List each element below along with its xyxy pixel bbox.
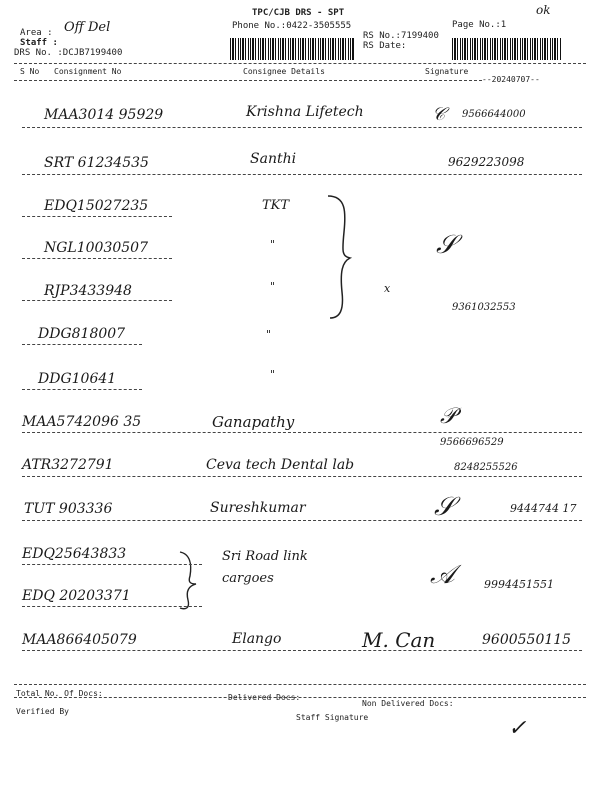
row-10-signature: 9444744 17: [510, 502, 577, 515]
footer-divider-top: [14, 684, 586, 685]
row-8-signature: 9566696529: [440, 437, 504, 448]
rs-no-value: 7199400: [400, 31, 439, 41]
rs-no-label: RS No.:: [363, 31, 401, 41]
row-rule: [22, 127, 582, 128]
row-1-consignment: MAA3014 95929: [44, 107, 164, 123]
row-10-sign-scribble: 𝒮: [434, 492, 455, 522]
drs-label: DRS No. :: [14, 48, 63, 58]
verified-by-label: Verified By: [16, 707, 69, 716]
row-13-sign-scribble: M. Can: [362, 628, 436, 652]
row-5-consignment: RJP3433948: [44, 283, 132, 299]
row-4-consignment: NGL10030507: [44, 240, 148, 256]
row-13-consignee: Elango: [232, 631, 282, 647]
area-label: Area :: [20, 28, 53, 38]
row-2-signature: 9629223098: [448, 155, 525, 169]
report-title: TPC/CJB DRS - SPT: [252, 8, 345, 18]
row-13-signature: 9600550115: [482, 632, 572, 648]
column-divider: [14, 80, 482, 81]
row-rule: [22, 216, 172, 217]
drs-number: DCJB7199400: [62, 48, 123, 58]
rs-number: [363, 31, 439, 41]
area-handwritten: Off Del: [64, 20, 111, 35]
row-rule: [22, 564, 202, 565]
rows-3-7-sign-scribble: 𝒮: [436, 230, 457, 260]
row-3-consignee: TKT: [262, 198, 290, 213]
staff-label: Staff :: [20, 38, 58, 48]
col-consignee: Consignee Details: [243, 67, 325, 76]
row-1-consignee: Krishna Lifetech: [246, 104, 364, 120]
area-line: [20, 28, 53, 38]
row-rule: [22, 650, 582, 651]
row-9-consignee: Ceva tech Dental lab: [206, 457, 355, 473]
row-5-consignee: ": [270, 280, 276, 293]
page-number: [452, 20, 506, 30]
page-label: Page No.:: [452, 20, 501, 30]
non-delivered-docs-label: Non Delivered Docs:: [362, 699, 454, 708]
row-7-consignee: ": [270, 368, 276, 381]
row-5-signature: 9361032553: [452, 302, 516, 313]
phone-number: 0422-3505555: [286, 21, 352, 31]
row-9-signature: 8248255526: [454, 462, 518, 473]
footer-mark: ✓: [508, 716, 527, 741]
row-rule: [22, 432, 582, 433]
row-6-consignee: ": [266, 328, 272, 341]
row-12-signature: 9994451551: [484, 578, 554, 591]
page-value: 1: [500, 20, 507, 30]
rs-date: RS Date:: [363, 41, 407, 51]
row-rule: [22, 389, 142, 390]
row-rule: [22, 300, 172, 301]
phone-label: Phone No.:: [232, 21, 287, 31]
row-8-sign-scribble: 𝒫: [440, 404, 456, 429]
row-9-consignment: ATR3272791: [22, 457, 114, 473]
row-rule: [22, 606, 202, 607]
row-8-consignee: Ganapathy: [212, 413, 295, 431]
brace-rows-3-7: [318, 192, 358, 322]
delivered-docs-label: Delivered Docs:: [228, 693, 301, 702]
row-12-consignment: EDQ 20203371: [22, 588, 131, 604]
brace-rows-11-12: [174, 548, 204, 612]
barcode-left: [230, 38, 354, 60]
phone-line: [232, 21, 351, 31]
row-4-consignee: ": [270, 238, 276, 251]
row-12-sign-scribble: 𝒜: [430, 560, 455, 590]
col-sno: S No: [20, 67, 40, 76]
row-1-signature: 9566644000: [462, 109, 526, 120]
corner-mark: ok: [536, 3, 551, 17]
row-1-sign-scribble: 𝒞: [432, 104, 446, 125]
row-11-consignment: EDQ25643833: [22, 546, 127, 562]
row-3-consignment: EDQ15027235: [44, 198, 149, 214]
date-value: 20240707: [491, 75, 531, 84]
row-rule: [22, 476, 582, 477]
row-rule: [22, 258, 172, 259]
row-10-consignee: Sureshkumar: [210, 500, 306, 516]
col-date: --20240707--: [482, 75, 540, 84]
staff-line: [20, 38, 58, 48]
row-2-consignment: SRT 61234535: [44, 155, 149, 171]
row-6-consignment: DDG818007: [38, 326, 126, 342]
row-7-consignment: DDG10641: [38, 371, 117, 387]
row-rule: [22, 174, 582, 175]
row-11-consignee: Sri Road link cargoes: [222, 549, 308, 586]
col-consignment: Consignment No: [54, 67, 122, 76]
staff-signature-label: Staff Signature: [296, 713, 369, 722]
barcode-right: [452, 38, 562, 60]
row-13-consignment: MAA866405079: [22, 632, 137, 648]
row-8-consignment: MAA5742096 35: [22, 414, 142, 430]
col-signature: Signature: [425, 67, 469, 76]
row-2-consignee: Santhi: [250, 151, 297, 167]
footer-divider-bottom: [14, 697, 586, 698]
header-divider: [14, 63, 586, 64]
row-10-consignment: TUT 903336: [24, 501, 113, 517]
total-docs-label: Total No. Of Docs:: [16, 689, 103, 698]
drs-line: [14, 48, 122, 58]
row-rule: [22, 520, 582, 521]
row-5-mark: x: [384, 282, 391, 295]
row-rule: [22, 344, 142, 345]
